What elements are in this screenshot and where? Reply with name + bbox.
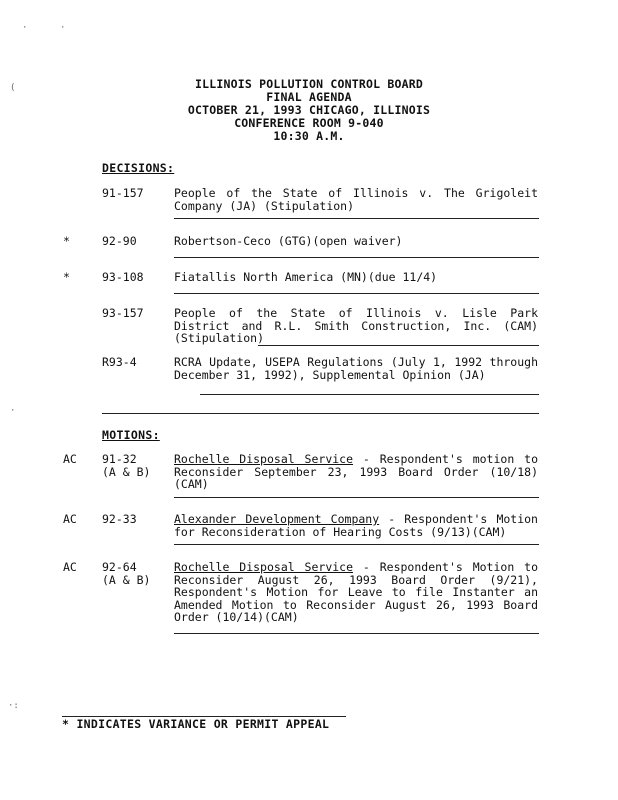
signature-line	[174, 544, 539, 545]
meeting-time: 10:30 A.M.	[273, 129, 345, 143]
footnote: * INDICATES VARIANCE OR PERMIT APPEAL	[62, 717, 330, 731]
scan-speck: ·	[22, 23, 28, 33]
signature-line	[200, 394, 539, 395]
scan-speck: ·	[10, 406, 16, 416]
docket-number: 91-157	[102, 186, 144, 200]
motion-detail: - Respondent's Motion for Reconsideration of Hearing Costs (9/13)(CAM)	[174, 512, 538, 539]
signature-line	[258, 345, 539, 346]
docket-number: R93-4	[102, 355, 137, 369]
party-name: Alexander Development Company	[174, 512, 380, 526]
docket-number: 93-108	[102, 270, 144, 284]
party-name: Rochelle Disposal Service	[174, 560, 354, 574]
item-description: People of the State of Illinois v. Lisle Park District and R.L. Smith Construction, Inc. (CAM) (Stipulation)	[174, 306, 538, 345]
scan-speck: (	[10, 83, 16, 93]
asterisk-mark: *	[63, 234, 70, 248]
signature-line	[174, 257, 539, 258]
item-description	[174, 561, 538, 624]
signature-line	[174, 497, 539, 498]
agenda-header	[0, 78, 618, 143]
section-divider	[102, 413, 539, 414]
signature-line	[174, 633, 539, 634]
action-code: AC	[63, 452, 77, 466]
docket-number: 93-157	[102, 306, 144, 320]
docket-number: 92-64 (A & B)	[102, 560, 151, 587]
item-description: RCRA Update, USEPA Regulations (July 1, 1992 through December 31, 1992), Supplemental Opinion (JA)	[174, 355, 538, 382]
agenda-title: FINAL AGENDA	[266, 90, 352, 104]
item-description: People of the State of Illinois v. The Grigoleit Company (JA) (Stipulation)	[174, 186, 538, 213]
signature-line	[174, 293, 539, 294]
signature-line	[174, 218, 539, 219]
action-code: AC	[63, 512, 77, 526]
item-description	[174, 453, 538, 491]
item-description	[174, 513, 538, 538]
item-description: Robertson-Ceco (GTG)(open waiver)	[174, 234, 403, 248]
scan-speck: ·	[60, 23, 66, 33]
board-name: ILLINOIS POLLUTION CONTROL BOARD	[195, 77, 423, 91]
motion-detail: - Respondent's Motion to Reconsider August 26, 1993 Board Order (9/21), Respondent's Motion for Leave to file Instanter an Amended Motion to Reconsider August 26, 1993 Board Order (10/14)(CAM)	[174, 560, 538, 624]
docket-number: 92-33	[102, 512, 137, 526]
meeting-date-location: OCTOBER 21, 1993 CHICAGO, ILLINOIS	[187, 103, 431, 117]
motion-detail: - Respondent's motion to Reconsider September 23, 1993 Board Order (10/18)(CAM)	[174, 452, 538, 491]
motions-heading: MOTIONS:	[102, 428, 160, 442]
asterisk-mark: *	[63, 270, 70, 284]
meeting-room: CONFERENCE ROOM 9-040	[234, 116, 384, 130]
docket-number: 92-90	[102, 234, 137, 248]
action-code: AC	[63, 560, 77, 574]
scan-speck: ·:	[8, 701, 19, 711]
docket-number: 91-32 (A & B)	[102, 452, 151, 479]
item-description: Fiatallis North America (MN)(due 11/4)	[174, 270, 438, 284]
decisions-heading: DECISIONS:	[102, 161, 175, 175]
party-name: Rochelle Disposal Service	[174, 452, 354, 466]
